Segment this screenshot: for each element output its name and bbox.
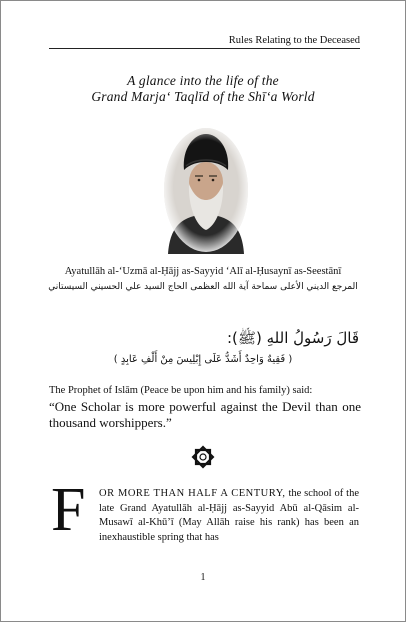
paragraph-body: the school of the late Grand Ayatullāh al-Ḥājj as-Sayyid Abū al-Qāsim al-Musawī al-Khū’ī (May Allāh raise his rank) has been an inexhaustible spring that has [99, 488, 359, 543]
page-number: 1 [200, 572, 206, 583]
hadith-translation: “One Scholar is more powerful against the Devil than one thousand worshippers.” [49, 399, 361, 430]
paragraph-lead: OR MORE THAN HALF A CENTURY, [99, 488, 286, 499]
title-line-2: Grand Marja‘ Taqlīd of the Shī‘a World [91, 89, 315, 104]
page-title [41, 73, 365, 105]
name-latin: Ayatullāh al-‘Uzmā al-Ḥājj as-Sayyid ‘Alī al-Ḥusaynī as-Seestānī [64, 266, 342, 277]
portrait-photo [162, 126, 250, 254]
hadith-attribution: The Prophet of Islām (Peace be upon him and his family) said: [49, 385, 313, 396]
star-ornament-icon [190, 442, 216, 472]
hadith-heading-arabic: قَالَ رَسُولُ اللهِ (ﷺ): [226, 329, 359, 347]
hadith-text-arabic: ( فَقِيهٌ وَاحِدٌ أَشَدُّ عَلَى إِبْلِيسَ مِنْ أَلْفِ عَابِدٍ ) [113, 354, 293, 365]
drop-cap: F [51, 476, 86, 544]
name-arabic: المرجع الديني الأعلى سماحة آية الله العظمى الحاج السيد علي الحسيني السيستاني [48, 282, 358, 292]
intro-paragraph [99, 487, 359, 545]
title-line-1: A glance into the life of the [127, 73, 279, 88]
running-header: Rules Relating to the Deceased [49, 35, 360, 49]
